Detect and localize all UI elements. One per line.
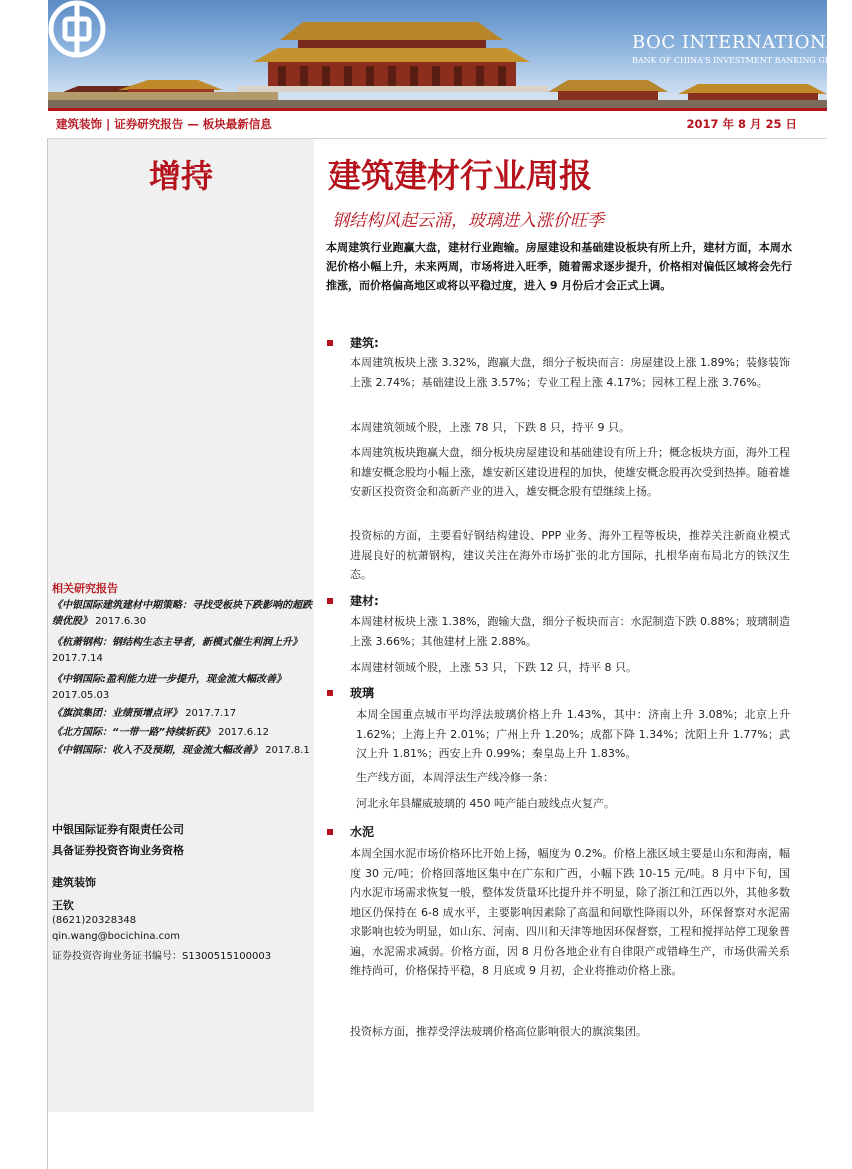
related-reports-heading: 相关研究报告 [52, 582, 118, 595]
section-paragraph: 河北永年县耀威玻璃的 450 吨产能白玻线点火复产。 [356, 797, 615, 810]
analyst-sector: 建筑装饰 [52, 876, 96, 889]
company-qualification: 具备证券投资咨询业务资格 [52, 844, 184, 857]
rating-box [48, 139, 314, 209]
report-category: 建筑装饰 | 证券研究报告 — 板块最新信息 [56, 117, 272, 131]
section-bullet [327, 829, 333, 835]
section-title-cement: 水泥 [350, 825, 375, 839]
header-divider [48, 108, 827, 111]
rating-label: 增持 [148, 157, 213, 195]
section-paragraph: 本周建材领域个股，上涨 53 只，下跌 12 只，持平 8 只。 [350, 661, 637, 674]
section-paragraph: 本周建筑领域个股，上涨 78 只，下跌 8 只，持平 9 只。 [350, 421, 630, 434]
section-paragraph: 生产线方面，本周浮法生产线冷修一条： [356, 771, 554, 784]
related-report-item[interactable]: 《杭萧钢构：钢结构生态主导者，新模式催生利润上升》 2017.7.14 [52, 637, 302, 664]
analyst-email[interactable]: qin.wang@bocichina.com [52, 931, 180, 942]
summary-paragraph: 本周建筑行业跑赢大盘，建材行业跑输。房屋建设和基础建设板块有所上升，建材方面，本周水泥价格小幅上升，未来两周，市场将进入旺季，随着需求逐步提升，价格相对偏低区域将会先行推涨，而价格偏高地区或将以平稳过度，进入 9 月份后才会正式上调。 [326, 241, 792, 292]
section-bullet [327, 598, 333, 604]
logo-name: BOC INTERNATIONAL [632, 32, 852, 53]
section-paragraph: 投资标方面，推荐受浮法玻璃价格高位影响很大的旗滨集团。 [350, 1025, 647, 1038]
section-title-glass: 玻璃 [350, 686, 375, 700]
related-reports-list [52, 598, 314, 759]
section-paragraph: 本周建筑板块跑赢大盘，细分板块房屋建设和基础建设有所上升；概念板块方面，海外工程和雄安概念股均小幅上涨，雄安新区建设进程的加快，使雄安概念股再次受到热捧。随着雄安新区投资资金和高新产业的进入，雄安概念股有望继续上扬。 [350, 446, 790, 498]
boci-logo-icon [48, 0, 106, 58]
report-date: 2017 年 8 月 25 日 [686, 117, 797, 131]
section-bullet [327, 340, 333, 346]
section-paragraph: 本周建筑板块上涨 3.32%，跑赢大盘，细分子板块而言：房屋建设上涨 1.89%；装修装饰上涨 2.74%；基础建设上涨 3.57%；专业工程上涨 4.17%；园林工程上涨 3.76%。 [350, 356, 790, 389]
related-report-item[interactable]: 《旗滨集团：业绩预增点评》 2017.7.17 [52, 708, 237, 719]
company-name: 中银国际证券有限责任公司 [52, 823, 184, 836]
report-subtitle: 钢结构风起云涌，玻璃进入涨价旺季 [332, 211, 604, 231]
related-report-item[interactable]: 《中钢国际:盈利能力进一步提升，现金流大幅改善》 2017.05.03 [52, 674, 286, 701]
report-title: 建筑建材行业周报 [328, 156, 592, 195]
analyst-phone: (8621)20328348 [52, 915, 137, 926]
header-banner [48, 0, 852, 108]
related-report-item[interactable]: 《中钢国际：收入不及预期，现金流大幅改善》 2017.8.1 [52, 745, 310, 756]
palace-illustration [48, 0, 827, 108]
related-report-item[interactable]: 《北方国际：“一带一路”持续斩获》 2017.6.12 [52, 726, 269, 738]
logo-subtitle: BANK OF CHINA'S INVESTMENT BANKING GROUP [632, 56, 850, 65]
section-paragraph: 本周全国水泥市场价格环比开始上扬，幅度为 0.2%。价格上涨区域主要是山东和海南，幅度 30 元/吨；价格回落地区集中在广东和广西，小幅下跌 10-15 元/吨。8 月中下旬，国内水泥市场需求恢复一般，整体发货量环比提升并不明显，除了浙江和江西以外，其他多数地区仍保持在 6-8 成水平，主要影响因素除了高温和间歇性降雨以外，环保督察对水泥需求影响也较为明显，如山东、河南、四川和天津等地因环保督察，工程和搅拌站停工现象普遍，水泥需求减弱。价格方面，因 8 月份各地企业有自律限产或错峰生产，市场供需关系维持尚可，价格保持平稳，8 月底或 9 月初，企业将推动价格上涨。 [350, 847, 790, 977]
analyst-license: 证券投资咨询业务证书编号：S1300515100003 [52, 951, 272, 962]
analyst-name: 王钦 [52, 899, 74, 912]
section-title-construction: 建筑: [350, 336, 379, 350]
company-block [52, 819, 184, 861]
section-paragraph: 本周建材板块上涨 1.38%，跑输大盘，细分子板块而言：水泥制造下跌 0.88%；玻璃制造上涨 3.66%；其他建材上涨 2.88%。 [350, 615, 790, 648]
related-report-item[interactable]: 《中银国际建筑建材中期策略：寻找受板块下跌影响的超跌绩优股》 2017.6.30 [52, 600, 312, 627]
section-paragraph: 投资标的方面，主要看好钢结构建设、PPP 业务、海外工程等板块，推荐关注新商业模式进展良好的杭萧钢构，建议关注在海外市场扩张的北方国际，扎根华南布局北方的铁汉生态。 [350, 529, 790, 581]
section-title-materials: 建材: [350, 594, 379, 608]
section-paragraph: 本周全国重点城市平均浮法玻璃价格上升 1.43%，其中：济南上升 3.08%；北京上升 1.62%；上海上升 2.01%；广州上升 1.20%；成都下降 1.34%；沈阳上升 1.77%；武汉上升 1.81%；西安上升 0.99%；秦皇岛上升 1.83%。 [356, 708, 790, 760]
section-bullet [327, 690, 333, 696]
